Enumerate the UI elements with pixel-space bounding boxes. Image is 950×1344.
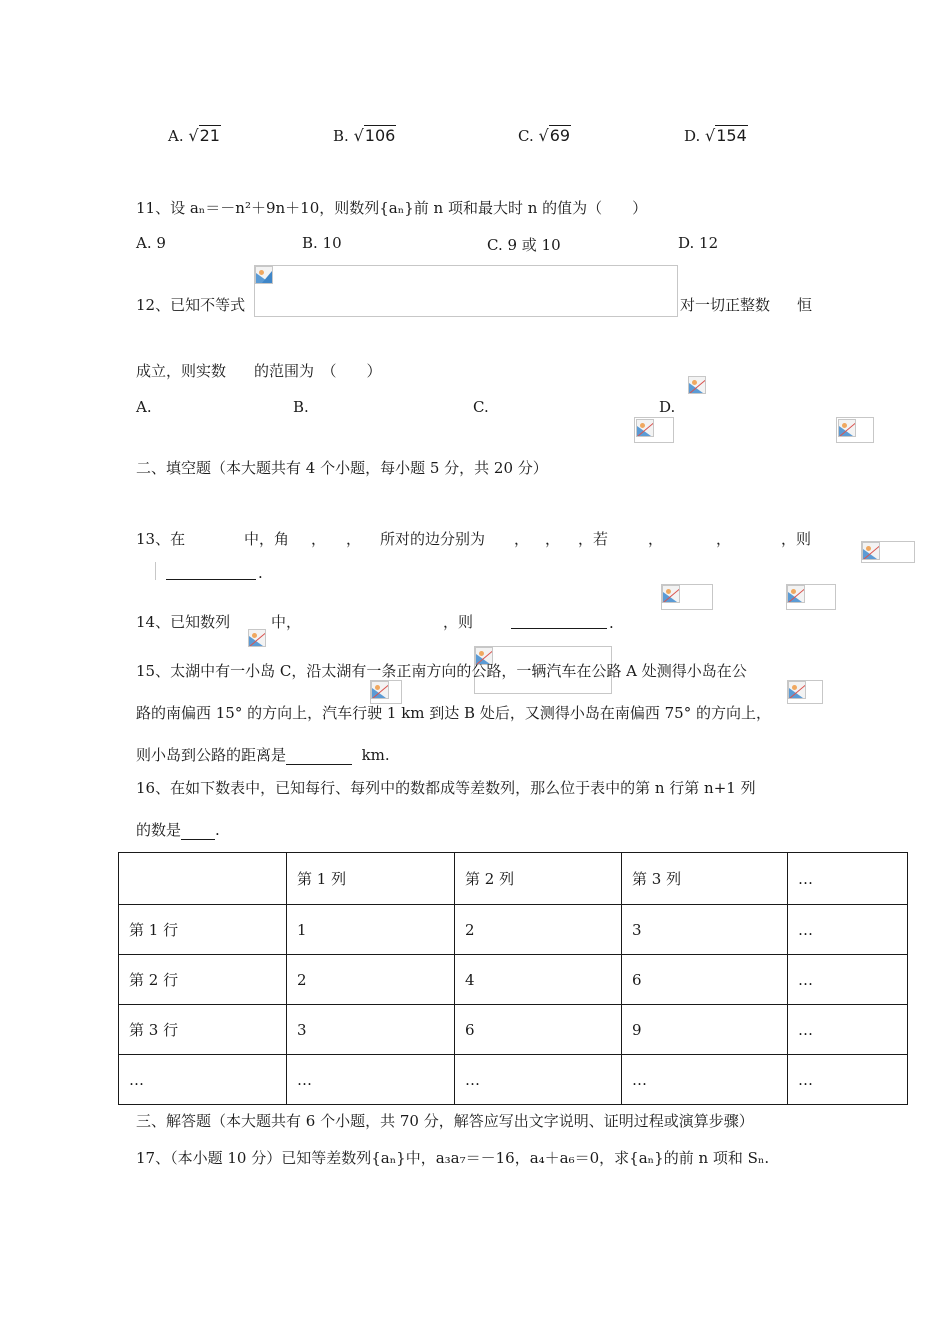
table-cell: … <box>788 905 908 955</box>
q16-line-2 <box>136 819 220 840</box>
table-header-cell: 第 1 列 <box>287 853 455 905</box>
sqrt-expression: √21 <box>188 126 220 145</box>
q13-comma-1: ， <box>311 530 327 548</box>
q13-period: . <box>258 564 263 582</box>
q12-option-a: A. <box>136 398 152 416</box>
sqrt-expression: √154 <box>705 126 747 145</box>
table-row <box>119 1005 908 1055</box>
broken-image-icon <box>788 681 806 699</box>
q14-period: . <box>609 614 614 632</box>
q13-comma-3: ， <box>514 530 530 548</box>
table-cell: 9 <box>622 1005 788 1055</box>
table-cell: 第 2 行 <box>119 955 287 1005</box>
broken-image-icon <box>636 419 654 437</box>
q12-option-c: C. <box>473 398 489 416</box>
q11-option-c: C. 9 或 10 <box>487 236 561 254</box>
table-header-cell <box>119 853 287 905</box>
q13-text-e: 所对的边分别为 <box>380 530 486 548</box>
q11-option-b: B. 10 <box>302 234 342 252</box>
table-cell: 6 <box>455 1005 622 1055</box>
broken-image-icon <box>371 681 389 699</box>
q15-line-3-text: 则小岛到公路的距离是 <box>136 746 287 764</box>
number-table <box>118 852 908 1105</box>
q10-option-c: C. √69 <box>518 126 571 145</box>
table-header-cell: 第 3 列 <box>622 853 788 905</box>
q13-comma-6: ， <box>716 530 732 548</box>
table-header-row <box>119 853 908 905</box>
q15-line-3 <box>136 744 390 765</box>
q14-text-a: 14、已知数列 <box>136 613 231 631</box>
table-cell: … <box>287 1055 455 1105</box>
q14-sequence-image <box>370 680 402 704</box>
q13-condition-image-3 <box>786 584 836 610</box>
q13-triangle-image <box>861 541 915 563</box>
q13-text-h: ，若 <box>578 530 609 548</box>
q13-comma-2: ， <box>346 530 362 548</box>
q12-tail: 恒 <box>797 296 813 314</box>
table-cell: … <box>788 955 908 1005</box>
table-cell: 第 1 行 <box>119 905 287 955</box>
q13-text-b: 中，角 <box>244 530 290 548</box>
q13-comma-4: ， <box>545 530 561 548</box>
q11-stem: 11、设 aₙ＝－n²＋9n＋10，则数列{aₙ}前 n 项和最大时 n 的值为（ ） <box>136 199 648 217</box>
table-cell: … <box>455 1055 622 1105</box>
table-header-cell: … <box>788 853 908 905</box>
table-row <box>119 905 908 955</box>
table-cell: 6 <box>622 955 788 1005</box>
broken-image-icon <box>787 585 805 603</box>
table-cell: … <box>788 1005 908 1055</box>
table-cell: 2 <box>287 955 455 1005</box>
q15-answer-blank[interactable] <box>286 746 352 765</box>
q12-inequality-image-frame <box>254 265 678 317</box>
q16-line-2-text: 的数是 <box>136 821 182 839</box>
q13-comma-5: ， <box>648 530 664 548</box>
table-cell: 第 3 行 <box>119 1005 287 1055</box>
q10-option-b: B. √106 <box>333 126 396 145</box>
q13-answer-blank[interactable] <box>166 563 256 580</box>
q10-option-a: A. √21 <box>168 126 220 145</box>
broken-image-icon <box>838 419 856 437</box>
q12-option-b-image <box>836 417 874 443</box>
table-header-cell: 第 2 列 <box>455 853 622 905</box>
q15-unit: km. <box>361 746 390 764</box>
broken-image-icon <box>248 629 266 647</box>
q17-stem: 17、（本小题 10 分）已知等差数列{aₙ}中，a₃a₇＝－16，a₄＋a₆＝0，求{aₙ}的前 n 项和 Sₙ. <box>136 1149 770 1167</box>
q12-option-b: B. <box>293 398 309 416</box>
q13-condition-image-2 <box>661 584 713 610</box>
q12-line2-b: 的范围为 （ ） <box>254 362 382 380</box>
q11-option-a: A. 9 <box>136 234 166 252</box>
q15-line-1: 15、太湖中有一小岛 C，沿太湖有一条正南方向的公路，一辆汽车在公路 A 处测得小岛在公 <box>136 662 747 680</box>
broken-image-icon <box>862 542 880 560</box>
section-3-heading: 三、解答题（本大题共有 6 个小题，共 70 分，解答应写出文字说明、证明过程或演算步骤） <box>136 1112 754 1130</box>
table-cell: 3 <box>287 1005 455 1055</box>
sqrt-expression: √69 <box>538 126 571 145</box>
q11-option-d: D. 12 <box>678 234 719 252</box>
q13-text-k: ，则 <box>781 530 812 548</box>
q14-text-b: 中， <box>271 613 302 631</box>
table-cell: 1 <box>287 905 455 955</box>
q13-text-a: 13、在 <box>136 530 186 548</box>
table-cell: 4 <box>455 955 622 1005</box>
q12-option-d: D. <box>659 398 676 416</box>
table-cell: … <box>622 1055 788 1105</box>
table-cell: … <box>788 1055 908 1105</box>
q16-line-1: 16、在如下数表中，已知每行、每列中的数都成等差数列，那么位于表中的第 n 行第 n+1 列 <box>136 779 756 797</box>
table-row <box>119 955 908 1005</box>
broken-image-icon <box>662 585 680 603</box>
q12-middle: 对一切正整数 <box>680 296 771 314</box>
sqrt-expression: √106 <box>353 126 396 145</box>
q12-lead: 12、已知不等式 <box>136 296 246 314</box>
broken-image-icon <box>255 266 273 284</box>
q10-option-d: D. √154 <box>684 126 747 145</box>
table-row <box>119 1055 908 1105</box>
q14-text-c: ，则 <box>443 613 474 631</box>
q12-line2-a: 成立，则实数 <box>136 362 227 380</box>
table-cell: … <box>119 1055 287 1105</box>
q13-answer-frame-edge <box>155 562 158 580</box>
q16-answer-blank[interactable] <box>181 821 215 840</box>
q16-period: . <box>215 821 220 839</box>
q14-answer-blank[interactable] <box>511 611 607 629</box>
q15-line-2: 路的南偏西 15° 的方向上，汽车行驶 1 km 到达 B 处后，又测得小岛在南偏西 75° 的方向上， <box>136 704 771 722</box>
section-2-heading: 二、填空题（本大题共有 4 个小题，每小题 5 分，共 20 分） <box>136 459 548 477</box>
table-cell: 2 <box>455 905 622 955</box>
q12-option-a-image <box>634 417 674 443</box>
broken-image-icon <box>688 376 706 394</box>
table-cell: 3 <box>622 905 788 955</box>
q14-target-image <box>787 680 823 704</box>
